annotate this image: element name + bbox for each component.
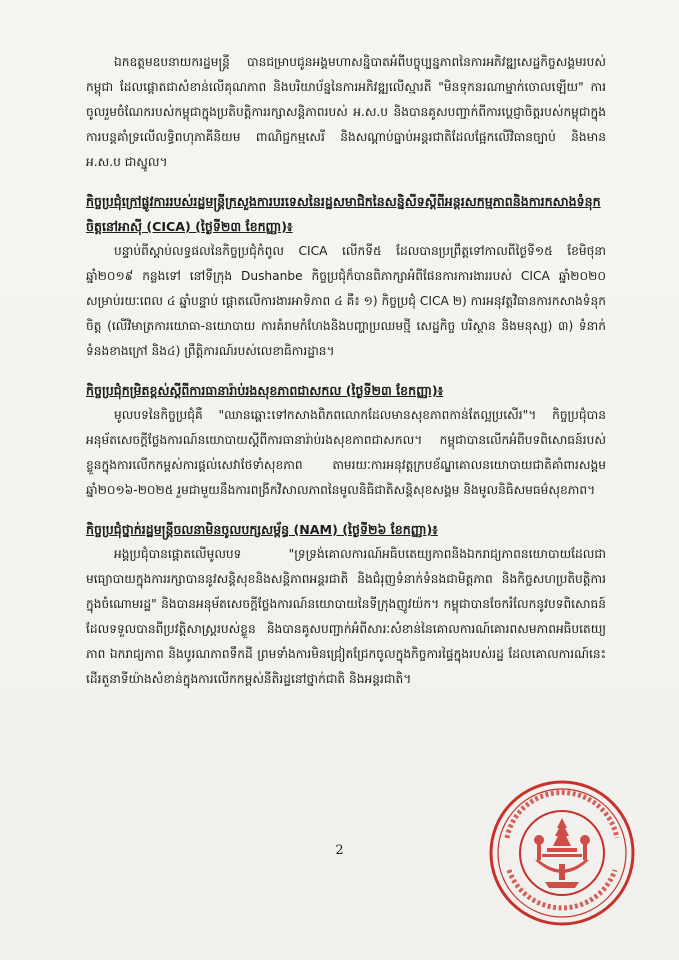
section-heading: កិច្ចប្រជុំក្រៅផ្លូវការរបស់រដ្ឋមន្ត្រីក្រសួងការបរទេសនៃរដ្ឋសមាជិកនៃសន្និសីទស្តីពីអន្តរសកម្មភាពនិងការកសាងទំនុកចិត្តនៅអាស៊ី (CICA) (ថ្ងៃទី២៣ ខែកញ្ញា)៖ — [86, 194, 601, 234]
section-cica — [86, 189, 606, 364]
intro-paragraph: ឯកឧត្តមឧបនាយករដ្ឋមន្ត្រី បានជម្រាបជូនអង្គមហាសន្និបាតអំពីបច្ចុប្បន្នភាពនៃការអភិវឌ្ឍសេដ្ឋកិច្ចសង្គមរបស់កម្ពុជា ដែលផ្តោតជាសំខាន់លើគុណភាព និងបរិយាប័ន្ននៃការអភិវឌ្ឍលើស្មារតី "មិនទុកនរណាម្នាក់ចោលឡើយ" ការចូលរួមចំណែករបស់កម្ពុជាក្នុងប្រតិបត្តិការរក្សាសន្តិភាពរបស់ អ.ស.ប និងបានគូសបញ្ជាក់ពីការប្តេជ្ញាចិត្តរបស់កម្ពុជាក្នុងការបន្តគាំទ្រលើលទ្ធិពហុភាគីនិយម ពាណិជ្ជកម្មសេរី និងសណ្តាប់ធ្នាប់អន្តរជាតិដែលផ្អែកលើវិធានច្បាប់ និងមាន អ.ស.ប ជាស្នូល។ — [86, 55, 606, 169]
section-body: មូលបទនៃកិច្ចប្រជុំគឺ "ឈានឆ្ពោះទៅកសាងពិភពលោកដែលមានសុខភាពកាន់តែល្អប្រសើរ"។ កិច្ចប្រជុំបានអនុម័តសេចក្តីថ្លែងការណ៍នយោបាយស្តីពីការធានារ៉ាប់រងសុខភាពជាសកល។ កម្ពុជាបានលើកអំពីបទពិសោធន៍របស់ខ្លួនក្នុងការលើកកម្ពស់ការផ្តល់សេវាថែទាំសុខភាព តាមរយៈការអនុវត្តក្របខ័ណ្ឌគោលនយោបាយជាតិគាំពារសង្គម ឆ្នាំ២០១៦-២០២៥ រួមជាមួយនឹងការពង្រីកវិសាលភាពនៃមូលនិធិជាតិសន្តិសុខសង្គម និងមូលនិធិសមធម៌សុខភាព។ — [86, 408, 606, 497]
section-heading: កិច្ចប្រជុំកម្រិតខ្ពស់ស្តីពីការធានារ៉ាប់រងសុខភាពជាសកល (ថ្ងៃទី២៣ ខែកញ្ញា)៖ — [86, 383, 444, 398]
section-heading: កិច្ចប្រជុំថ្នាក់រដ្ឋមន្ត្រីចលនាមិនចូលបក្សសម្ព័ន្ធ (NAM) (ថ្ងៃទី២៦ ខែកញ្ញា)៖ — [86, 522, 438, 537]
page-number: 2 — [335, 843, 344, 858]
section-nam — [86, 517, 606, 692]
section-body: អង្គប្រជុំបានផ្តោតលើមូលបទ "ទ្រទ្រង់គោលការណ៍អធិបតេយ្យភាពនិងឯករាជ្យភាពនយោបាយដែលជាមធ្យោបាយក្នុងការរក្សាបាននូវសន្តិសុខនិងសន្តិភាពអន្តរជាតិ និងជំរុញទំនាក់ទំនងជាមិត្តភាព និងកិច្ចសហប្រតិបត្តិការក្នុងចំណោមរដ្ឋ" និងបានអនុម័តសេចក្តីថ្លែងការណ៍នយោបាយនៃទីក្រុងញូវយ៉ក។ កម្ពុជាបានចែករំលែកនូវបទពិសោធន៍ដែលទទួលបានពីប្រវត្តិសាស្ត្ររបស់ខ្លួន និងបានគូសបញ្ជាក់អំពីសារៈសំខាន់នៃគោលការណ៍គោរពសមភាពអធិបតេយ្យភាព ឯករាជ្យភាព និងបូរណភាពទឹកដី ព្រមទាំងការមិនជ្រៀតជ្រែកចូលក្នុងកិច្ចការផ្ទៃក្នុងរបស់រដ្ឋ ដែលគោលការណ៍នេះដើរតួនាទីយ៉ាងសំខាន់ក្នុងការលើកកម្ពស់នីតិរដ្ឋនៅថ្នាក់ជាតិ និងអន្តរជាតិ។ — [86, 547, 606, 686]
document-body — [86, 50, 606, 692]
section-health — [86, 378, 606, 503]
section-body: បន្ទាប់ពីស្តាប់លទ្ធផលនៃកិច្ចប្រជុំកំពូល CICA លើកទី៥ ដែលបានប្រព្រឹត្តទៅកាលពីថ្ងៃទី១៥ ខែមិថុនា ឆ្នាំ២០១៩ កន្លងទៅ នៅទីក្រុង Dushanbe កិច្ចប្រជុំក៏បានពិភាក្សាអំពីផែនការការងាររបស់ CICA ឆ្នាំ២០២០ សម្រាប់រយៈពេល ៤ ឆ្នាំបន្ទាប់ ផ្តោតលើការងារអាទិភាព ៤ គឺ៖ ១) កិច្ចប្រជុំ CICA ២) ការអនុវត្តវិធានការកសាងទំនុកចិត្ត (លើវិមាត្រការយោធា-នយោបាយ ការគំរាមកំហែងនិងបញ្ហាប្រឈមថ្មី សេដ្ឋកិច្ច បរិស្ថាន និងមនុស្ស) ៣) ទំនាក់ទំនងខាងក្រៅ និង៤) ព្រឹត្តិការណ៍របស់លេខាធិការដ្ឋាន។ — [86, 244, 606, 358]
ministry-seal-icon — [487, 778, 637, 928]
